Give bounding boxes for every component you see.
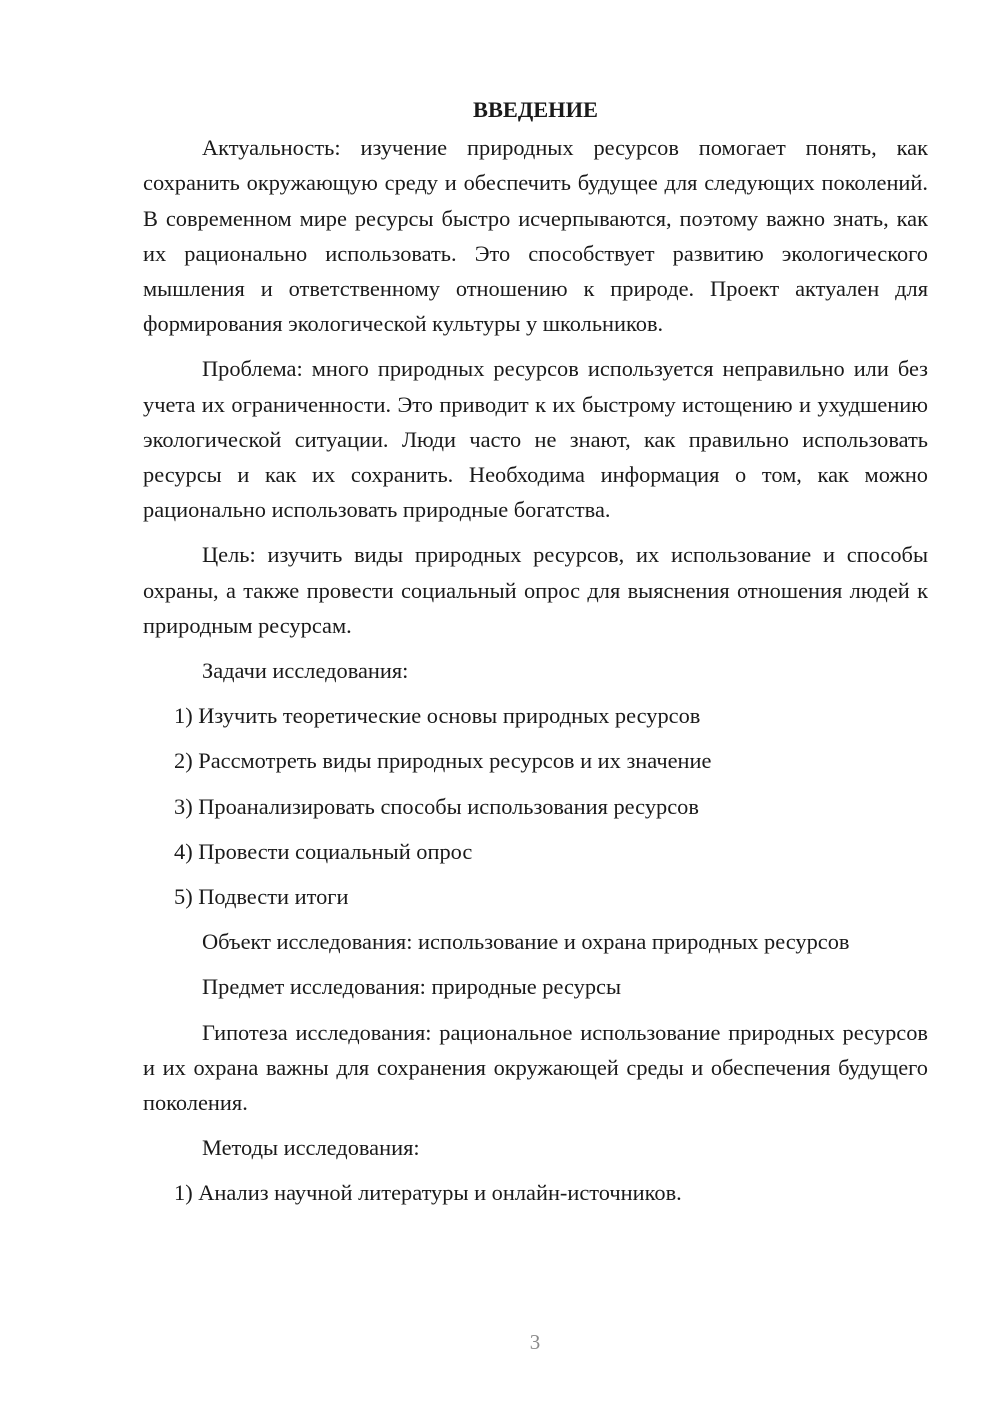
section-title: ВВЕДЕНИЕ	[473, 97, 598, 122]
tasks-heading: Задачи исследования:	[202, 658, 409, 684]
task-item-2: 2) Рассмотреть виды природных ресурсов и их значение	[174, 748, 712, 774]
page-content	[143, 92, 928, 1221]
task-item-1: 1) Изучить теоретические основы природных ресурсов	[174, 703, 701, 729]
task-item-3: 3) Проанализировать способы использования ресурсов	[174, 793, 699, 819]
methods-heading: Методы исследования:	[202, 1135, 420, 1161]
task-item-5: 5) Подвести итоги	[174, 884, 349, 910]
research-subject: Предмет исследования: природные ресурсы	[202, 974, 622, 1000]
hypothesis-paragraph: Гипотеза исследования: рациональное использование природных ресурсов и их охрана важны для сохранения окружающей среды и обеспечения будущего поколения.	[143, 1019, 928, 1116]
task-item-4: 4) Провести социальный опрос	[174, 838, 473, 864]
relevance-paragraph: Актуальность: изучение природных ресурсов помогает понять, как сохранить окружающую среду и обеспечить будущее для следующих поколений. В современном мире ресурсы быстро исчерпываются, поэтому важно знать, как их рационально использовать. Это способствует развитию экологического мышления и ответственному отношению к природе. Проект актуален для формирования экологической культуры у школьников.	[143, 135, 928, 337]
research-object: Объект исследования: использование и охрана природных ресурсов	[202, 929, 850, 955]
problem-paragraph: Проблема: много природных ресурсов используется неправильно или без учета их ограниченности. Это приводит к их быстрому истощению и ухудшению экологической ситуации. Люди часто не знают, как правильно использовать ресурсы и как их сохранить. Необходима информация о том, как можно рационально использовать природные богатства.	[143, 356, 928, 523]
method-item-1: 1) Анализ научной литературы и онлайн-источников.	[174, 1180, 682, 1206]
page-number: 3	[529, 1330, 541, 1354]
goal-paragraph: Цель: изучить виды природных ресурсов, их использование и способы охраны, а также провести социальный опрос для выяснения отношения людей к природным ресурсам.	[143, 542, 928, 638]
